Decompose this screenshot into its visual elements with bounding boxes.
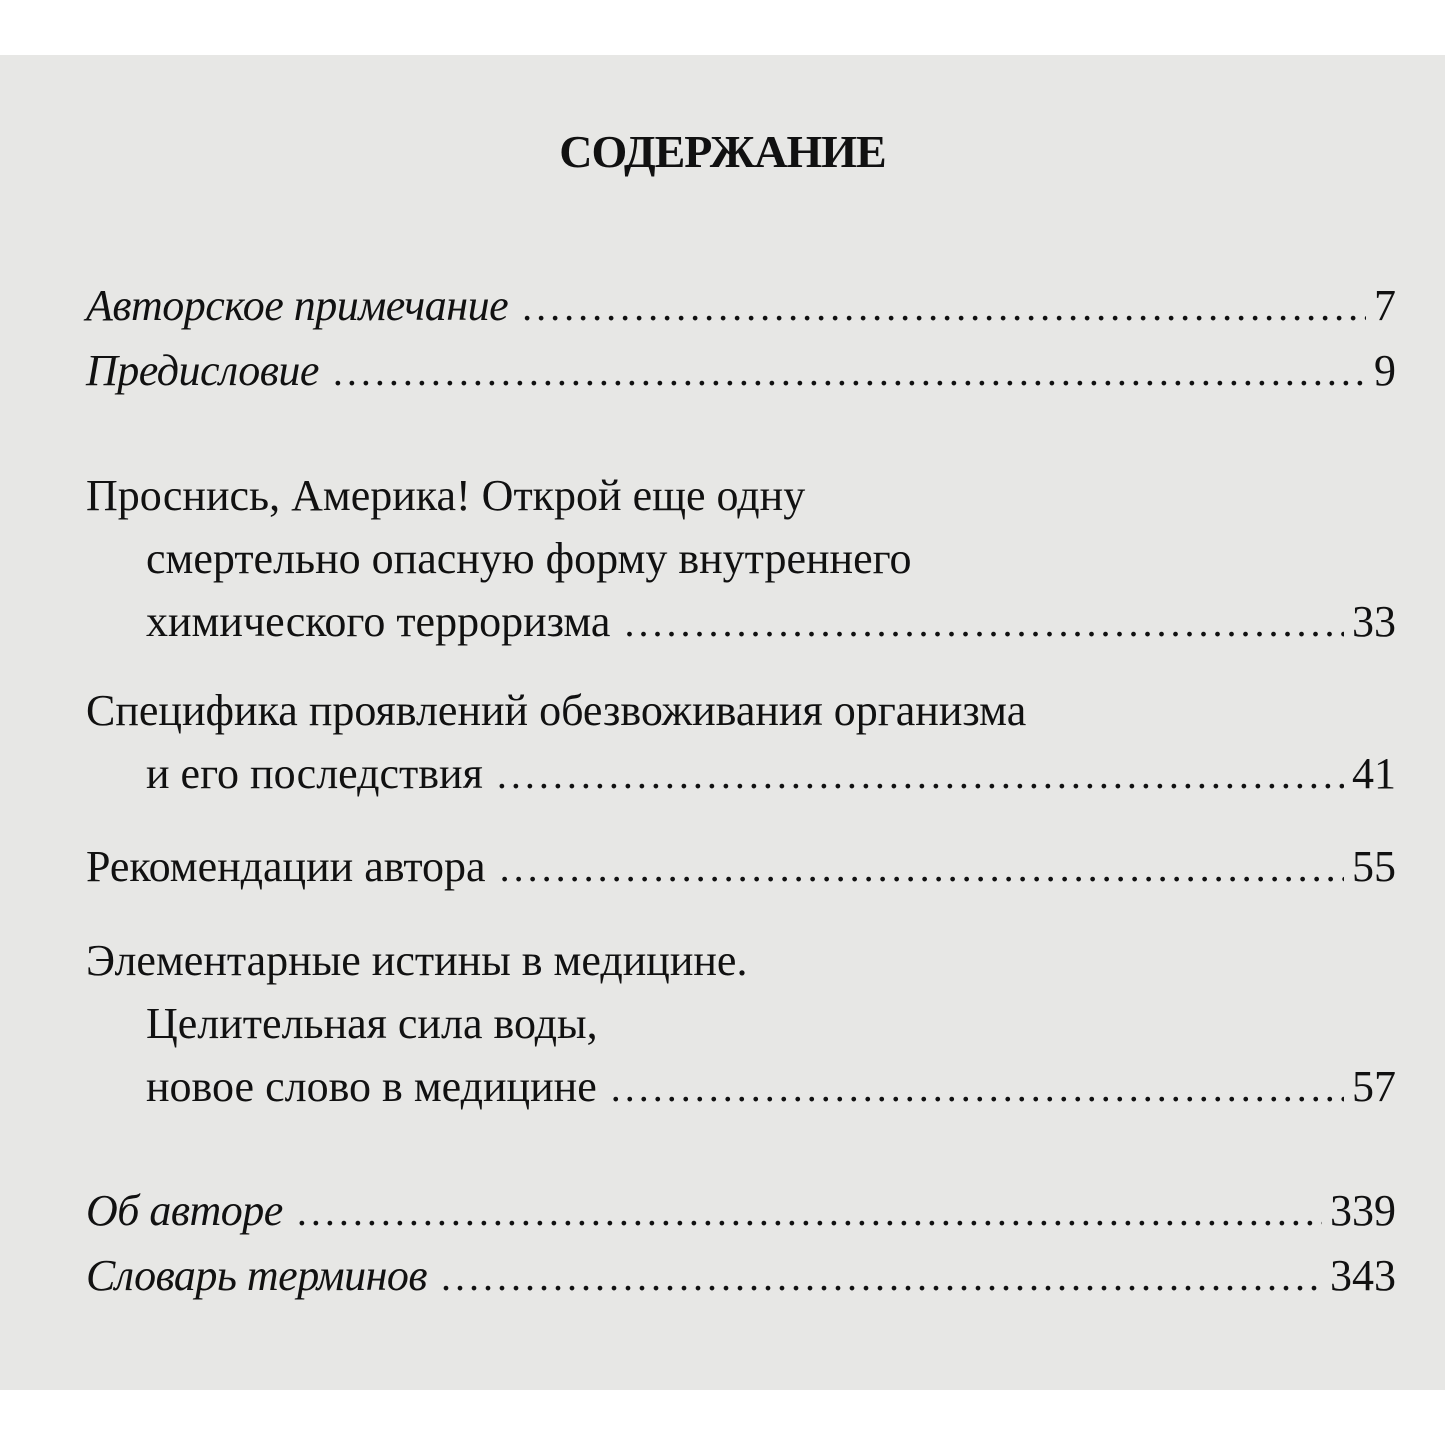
toc-page-number: 339 [1330, 1186, 1396, 1235]
toc-entry-line: Элементарные истины в медицине. [86, 936, 748, 985]
toc-page-number: 7 [1374, 281, 1396, 330]
dot-leader [297, 1188, 1322, 1235]
toc-page-number: 343 [1330, 1251, 1396, 1300]
dot-leader [624, 599, 1344, 646]
toc-entry-wake-up-america [146, 596, 1396, 652]
toc-entry-line: смертельно опасную форму внутреннего [146, 534, 912, 583]
toc-entry-elementary-truths [146, 1061, 1396, 1117]
toc-page-number: 41 [1352, 749, 1396, 798]
toc-entry-dehydration [146, 748, 1396, 804]
toc-page-number: 33 [1352, 597, 1396, 646]
toc-entry-title: и его последствия [146, 749, 483, 798]
toc-entry-line: Специфика проявлений обезвоживания организма [86, 686, 1027, 735]
dot-leader [333, 348, 1366, 395]
toc-entry-recommendations [86, 841, 1396, 897]
toc-entry-preface [86, 345, 1396, 401]
toc-entry-title: химического терроризма [146, 597, 611, 646]
dot-leader [522, 283, 1366, 330]
toc-entry-line: Целительная сила воды, [146, 999, 598, 1048]
toc-entry-glossary [86, 1250, 1396, 1306]
toc-entry-title: Авторское примечание [86, 281, 509, 330]
dot-leader [441, 1253, 1322, 1300]
toc-page-number: 9 [1374, 346, 1396, 395]
toc-entry-title: Об авторе [86, 1186, 283, 1235]
dot-leader [497, 751, 1344, 798]
dot-leader [500, 844, 1344, 891]
toc-page-number: 55 [1352, 842, 1396, 891]
page-title: СОДЕРЖАНИЕ [559, 126, 886, 177]
toc-entry-about-author [86, 1185, 1396, 1241]
toc-entry-title: Предисловие [86, 346, 319, 395]
toc-entry-authors-note [86, 280, 1396, 336]
toc-entry-title: Словарь терминов [86, 1251, 428, 1300]
toc-entry-line: Проснись, Америка! Открой еще одну [86, 471, 806, 520]
book-page [0, 55, 1445, 1390]
toc-page-number: 57 [1352, 1062, 1396, 1111]
dot-leader [611, 1064, 1344, 1111]
toc-entry-title: Рекомендации автора [86, 842, 486, 891]
toc-entry-title: новое слово в медицине [146, 1062, 597, 1111]
